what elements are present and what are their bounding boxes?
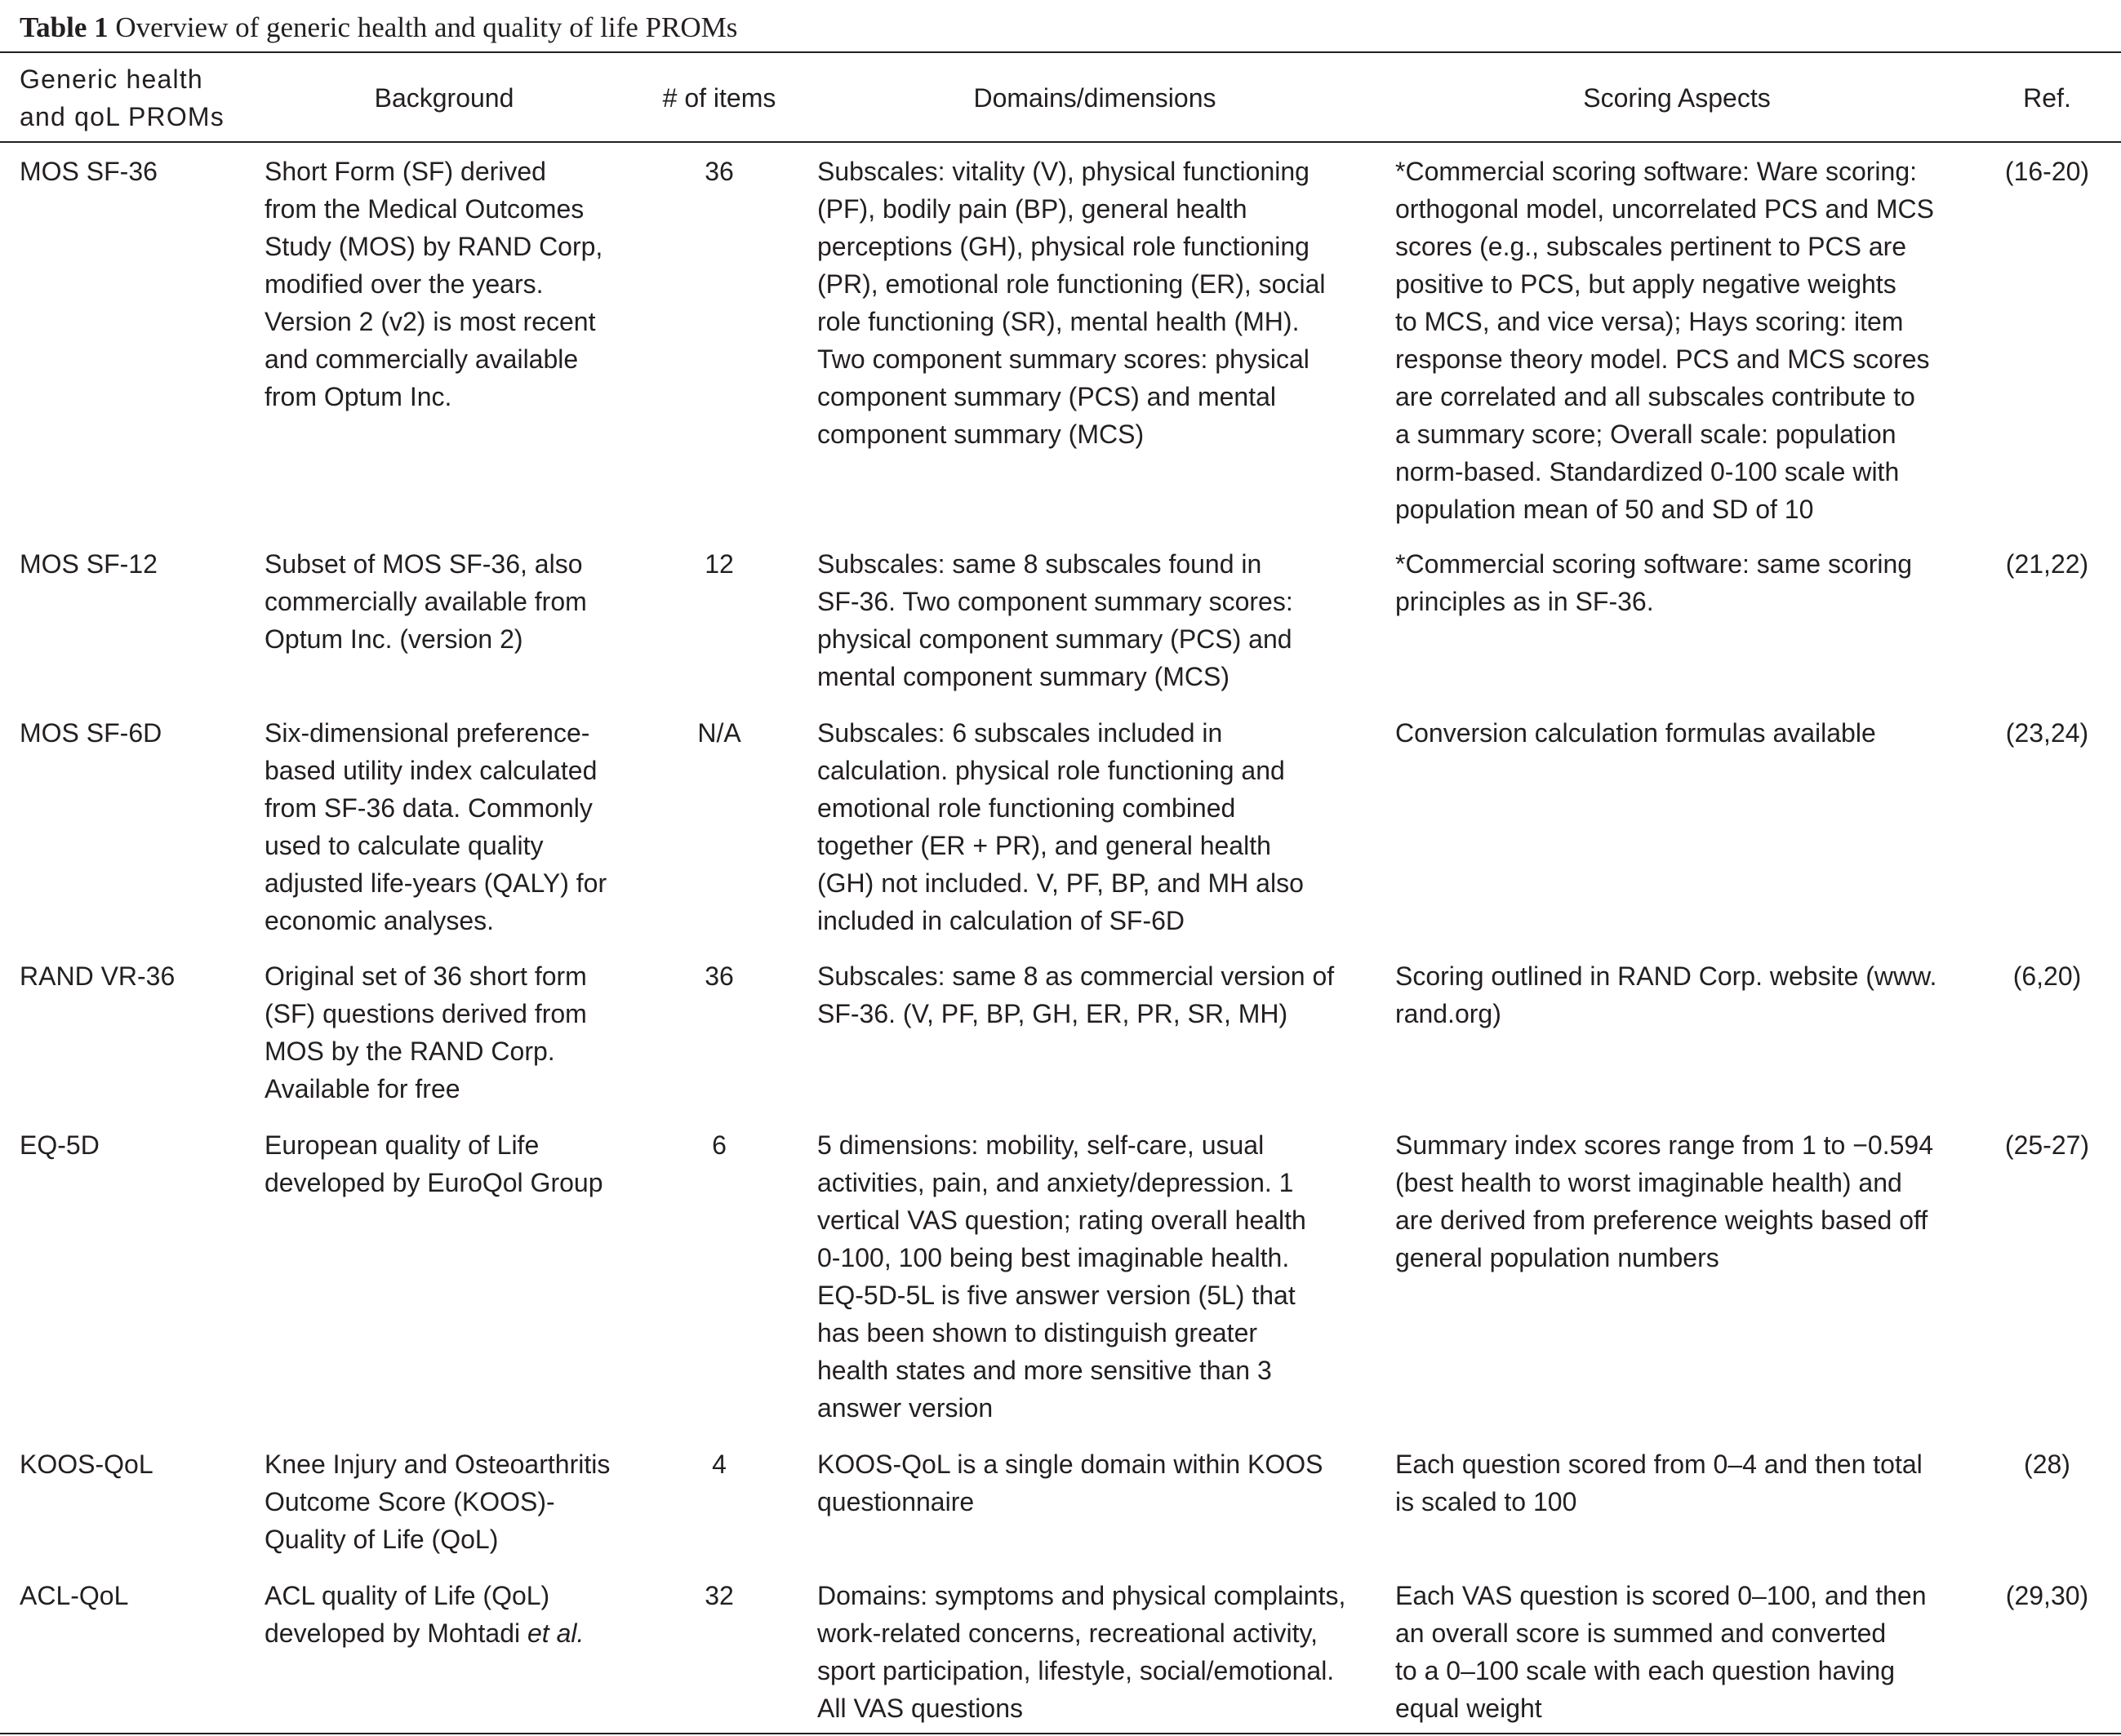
cell-ref: (28) bbox=[2024, 1450, 2070, 1479]
cell-scoring: Each VAS question is scored 0–100, and then an overall score is summed and converted to a 0–100 scale with each question having equal weight bbox=[1395, 1581, 1927, 1723]
cell-background: Original set of 36 short form (SF) questions derived from MOS by the RAND Corp. Available for free bbox=[265, 961, 587, 1103]
cell-domains: Domains: symptoms and physical complaints, work-related concerns, recreational activity, sport participation, lifestyle, social/emotional. All VAS questions bbox=[817, 1581, 1346, 1723]
cell-name: EQ-5D bbox=[20, 1130, 100, 1160]
cell-ref: (25-27) bbox=[2004, 1130, 2090, 1160]
header-scoring: Scoring Aspects bbox=[1583, 83, 1771, 113]
cell-background-etal: et al. bbox=[527, 1618, 585, 1648]
cell-ref: (6,20) bbox=[2012, 961, 2082, 991]
cell-background: Short Form (SF) derived from the Medical Outcomes Study (MOS) by RAND Corp, modified over the years. Version 2 (v2) is most recent and commercially available from Optum Inc. bbox=[265, 157, 603, 411]
cell-name: MOS SF-12 bbox=[20, 549, 158, 579]
cell-domains: Subscales: same 8 subscales found in SF-36. Two component summary scores: physical component summary (PCS) and mental component summary (MCS) bbox=[817, 549, 1293, 691]
cell-scoring: Each question scored from 0–4 and then total is scaled to 100 bbox=[1395, 1450, 1923, 1516]
header-rule bbox=[0, 141, 2121, 143]
cell-scoring: Summary index scores range from 1 to −0.594 (best health to worst imaginable health) and are derived from preference weights based off general population numbers bbox=[1395, 1130, 1933, 1272]
cell-scoring: Scoring outlined in RAND Corp. website (www. rand.org) bbox=[1395, 961, 1937, 1028]
header-ref: Ref. bbox=[2023, 83, 2071, 113]
cell-background bbox=[265, 1577, 640, 1652]
cell-domains: Subscales: same 8 as commercial version of SF-36. (V, PF, BP, GH, ER, PR, SR, MH) bbox=[817, 961, 1335, 1028]
cell-name: RAND VR-36 bbox=[20, 961, 176, 991]
cell-scoring: *Commercial scoring software: same scoring principles as in SF-36. bbox=[1395, 549, 1913, 616]
header-background: Background bbox=[374, 83, 514, 113]
cell-background: Six-dimensional preference- based utility index calculated from SF-36 data. Commonly used to calculate quality adjusted life-years (QALY) for economic analyses. bbox=[265, 718, 607, 935]
cell-scoring: *Commercial scoring software: Ware scoring: orthogonal model, uncorrelated PCS and MCS scores (e.g., subscales pertinent to PCS are positive to PCS, but apply negative weights to MCS, and vice versa); Hays scoring: item response theory model. PCS and MCS scores are correlated and all subscales contribute to a summary score; Overall scale: population norm-based. Standardized 0-100 scale with population mean of 50 and SD of 10 bbox=[1395, 157, 1934, 524]
top-rule bbox=[0, 51, 2121, 53]
cell-items: 12 bbox=[705, 549, 734, 579]
cell-name: ACL-QoL bbox=[20, 1581, 129, 1610]
table-title: Overview of generic health and quality of life PROMs bbox=[108, 11, 738, 43]
cell-background-text: ACL quality of Life (QoL) developed by Mohtadi bbox=[265, 1581, 550, 1648]
cell-items: 6 bbox=[712, 1130, 727, 1160]
header-generic-line2: and qoL PROMs bbox=[20, 102, 225, 131]
cell-items: 4 bbox=[712, 1450, 727, 1479]
cell-items: N/A bbox=[697, 718, 741, 748]
header-generic-line1: Generic health bbox=[20, 64, 203, 94]
table-caption bbox=[20, 7, 737, 49]
cell-domains: KOOS-QoL is a single domain within KOOS questionnaire bbox=[817, 1450, 1323, 1516]
cell-domains: Subscales: vitality (V), physical functioning (PF), bodily pain (BP), general health perceptions (GH), physical role functioning (PR), emotional role functioning (ER), social role functioning (SR), mental health (MH). Two component summary scores: physical component summary (PCS) and mental component summary (MCS) bbox=[817, 157, 1326, 449]
cell-items: 36 bbox=[705, 961, 734, 991]
header-generic bbox=[20, 57, 265, 139]
header-items: # of items bbox=[662, 83, 776, 113]
cell-background: Knee Injury and Osteoarthritis Outcome Score (KOOS)- Quality of Life (QoL) bbox=[265, 1450, 611, 1554]
cell-ref: (29,30) bbox=[2005, 1581, 2089, 1610]
cell-ref: (16-20) bbox=[2004, 157, 2090, 186]
cell-name: MOS SF-36 bbox=[20, 157, 158, 186]
cell-name: MOS SF-6D bbox=[20, 718, 162, 748]
table-label: Table 1 bbox=[20, 11, 109, 43]
cell-ref: (23,24) bbox=[2005, 718, 2089, 748]
bottom-rule bbox=[0, 1733, 2121, 1734]
cell-ref: (21,22) bbox=[2005, 549, 2089, 579]
cell-name: KOOS-QoL bbox=[20, 1450, 153, 1479]
cell-domains: Subscales: 6 subscales included in calculation. physical role functioning and emotional role functioning combined together (ER + PR), and general health (GH) not included. V, PF, BP, and MH also included in calculation of SF-6D bbox=[817, 718, 1304, 935]
cell-domains: 5 dimensions: mobility, self-care, usual activities, pain, and anxiety/depression. 1 vertical VAS question; rating overall health 0-100, 100 being best imaginable health. EQ-5D-5L is five answer version (5L) that has been shown to distinguish greater health states and more sensitive than 3 answer version bbox=[817, 1130, 1306, 1423]
cell-items: 36 bbox=[705, 157, 734, 186]
header-domains: Domains/dimensions bbox=[973, 83, 1216, 113]
cell-items: 32 bbox=[705, 1581, 734, 1610]
cell-scoring: Conversion calculation formulas available bbox=[1395, 718, 1876, 748]
cell-background: Subset of MOS SF-36, also commercially available from Optum Inc. (version 2) bbox=[265, 549, 587, 654]
cell-background: European quality of Life developed by EuroQol Group bbox=[265, 1130, 603, 1197]
